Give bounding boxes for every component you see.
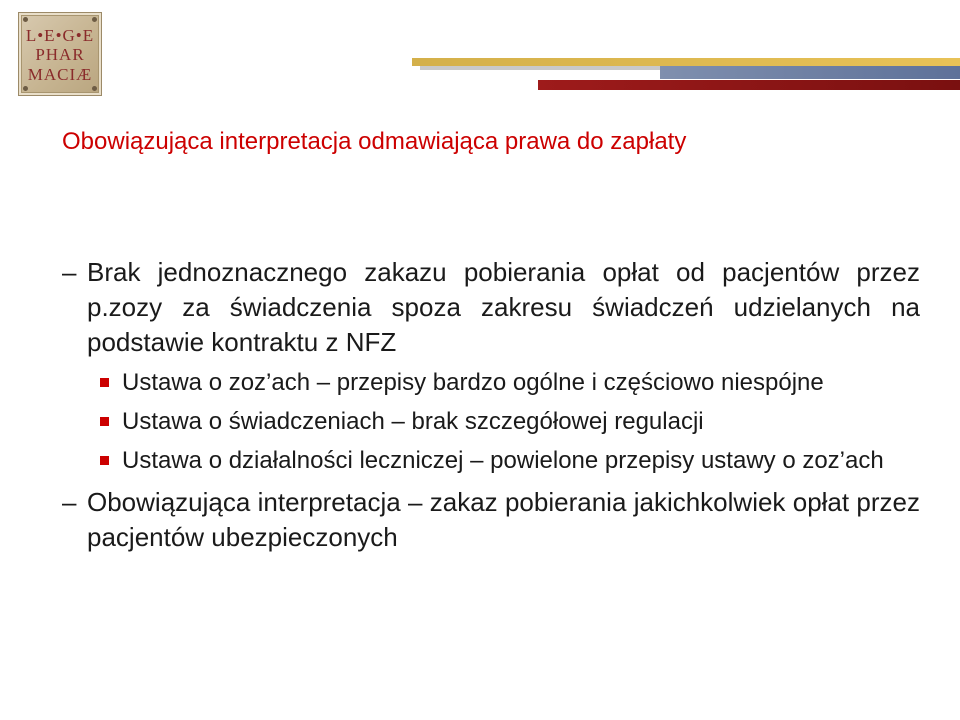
bullet-item [62,485,920,555]
nail-icon [92,86,97,91]
logo-line-1: L•E•G•E [25,26,95,45]
bullet-item [62,255,920,360]
header-bar-grey [420,66,660,70]
sub-bullet-item [62,445,920,477]
sub-bullet-item [62,367,920,399]
logo-line-2: PHAR [35,45,85,64]
dash-marker: – [62,257,77,287]
nail-icon [92,17,97,22]
square-bullet-icon [100,456,109,465]
nail-icon [23,86,28,91]
sub-bullet-text: Ustawa o działalności leczniczej – powielone przepisy ustawy o zoz’ach [122,447,884,474]
header-bar-red [538,80,960,90]
sub-bullet-text: Ustawa o świadczeniach – brak szczegółowej regulacji [122,408,704,435]
square-bullet-icon [100,417,109,426]
slide-body [62,255,920,555]
logo-plaque [18,12,102,96]
slide-title: Obowiązująca interpretacja odmawiająca prawa do zapłaty [62,128,687,155]
square-bullet-icon [100,378,109,387]
nail-icon [23,17,28,22]
bullet-text: Brak jednoznacznego zakazu pobierania opłat od pacjentów przez p.zozy za świadczenia spoza zakresu świadczeń udzielanych na podstawie kontraktu z NFZ [87,257,920,357]
header-bar-gold [412,58,960,66]
logo-line-3: MACIÆ [27,65,93,84]
dash-marker: – [62,487,77,517]
sub-bullet-item [62,406,920,438]
header-bar-blue [660,66,960,79]
bullet-text: Obowiązująca interpretacja – zakaz pobierania jakichkolwiek opłat przez pacjentów ubezpieczonych [87,487,920,552]
sub-bullet-text: Ustawa o zoz’ach – przepisy bardzo ogólne i częściowo niespójne [122,369,824,396]
